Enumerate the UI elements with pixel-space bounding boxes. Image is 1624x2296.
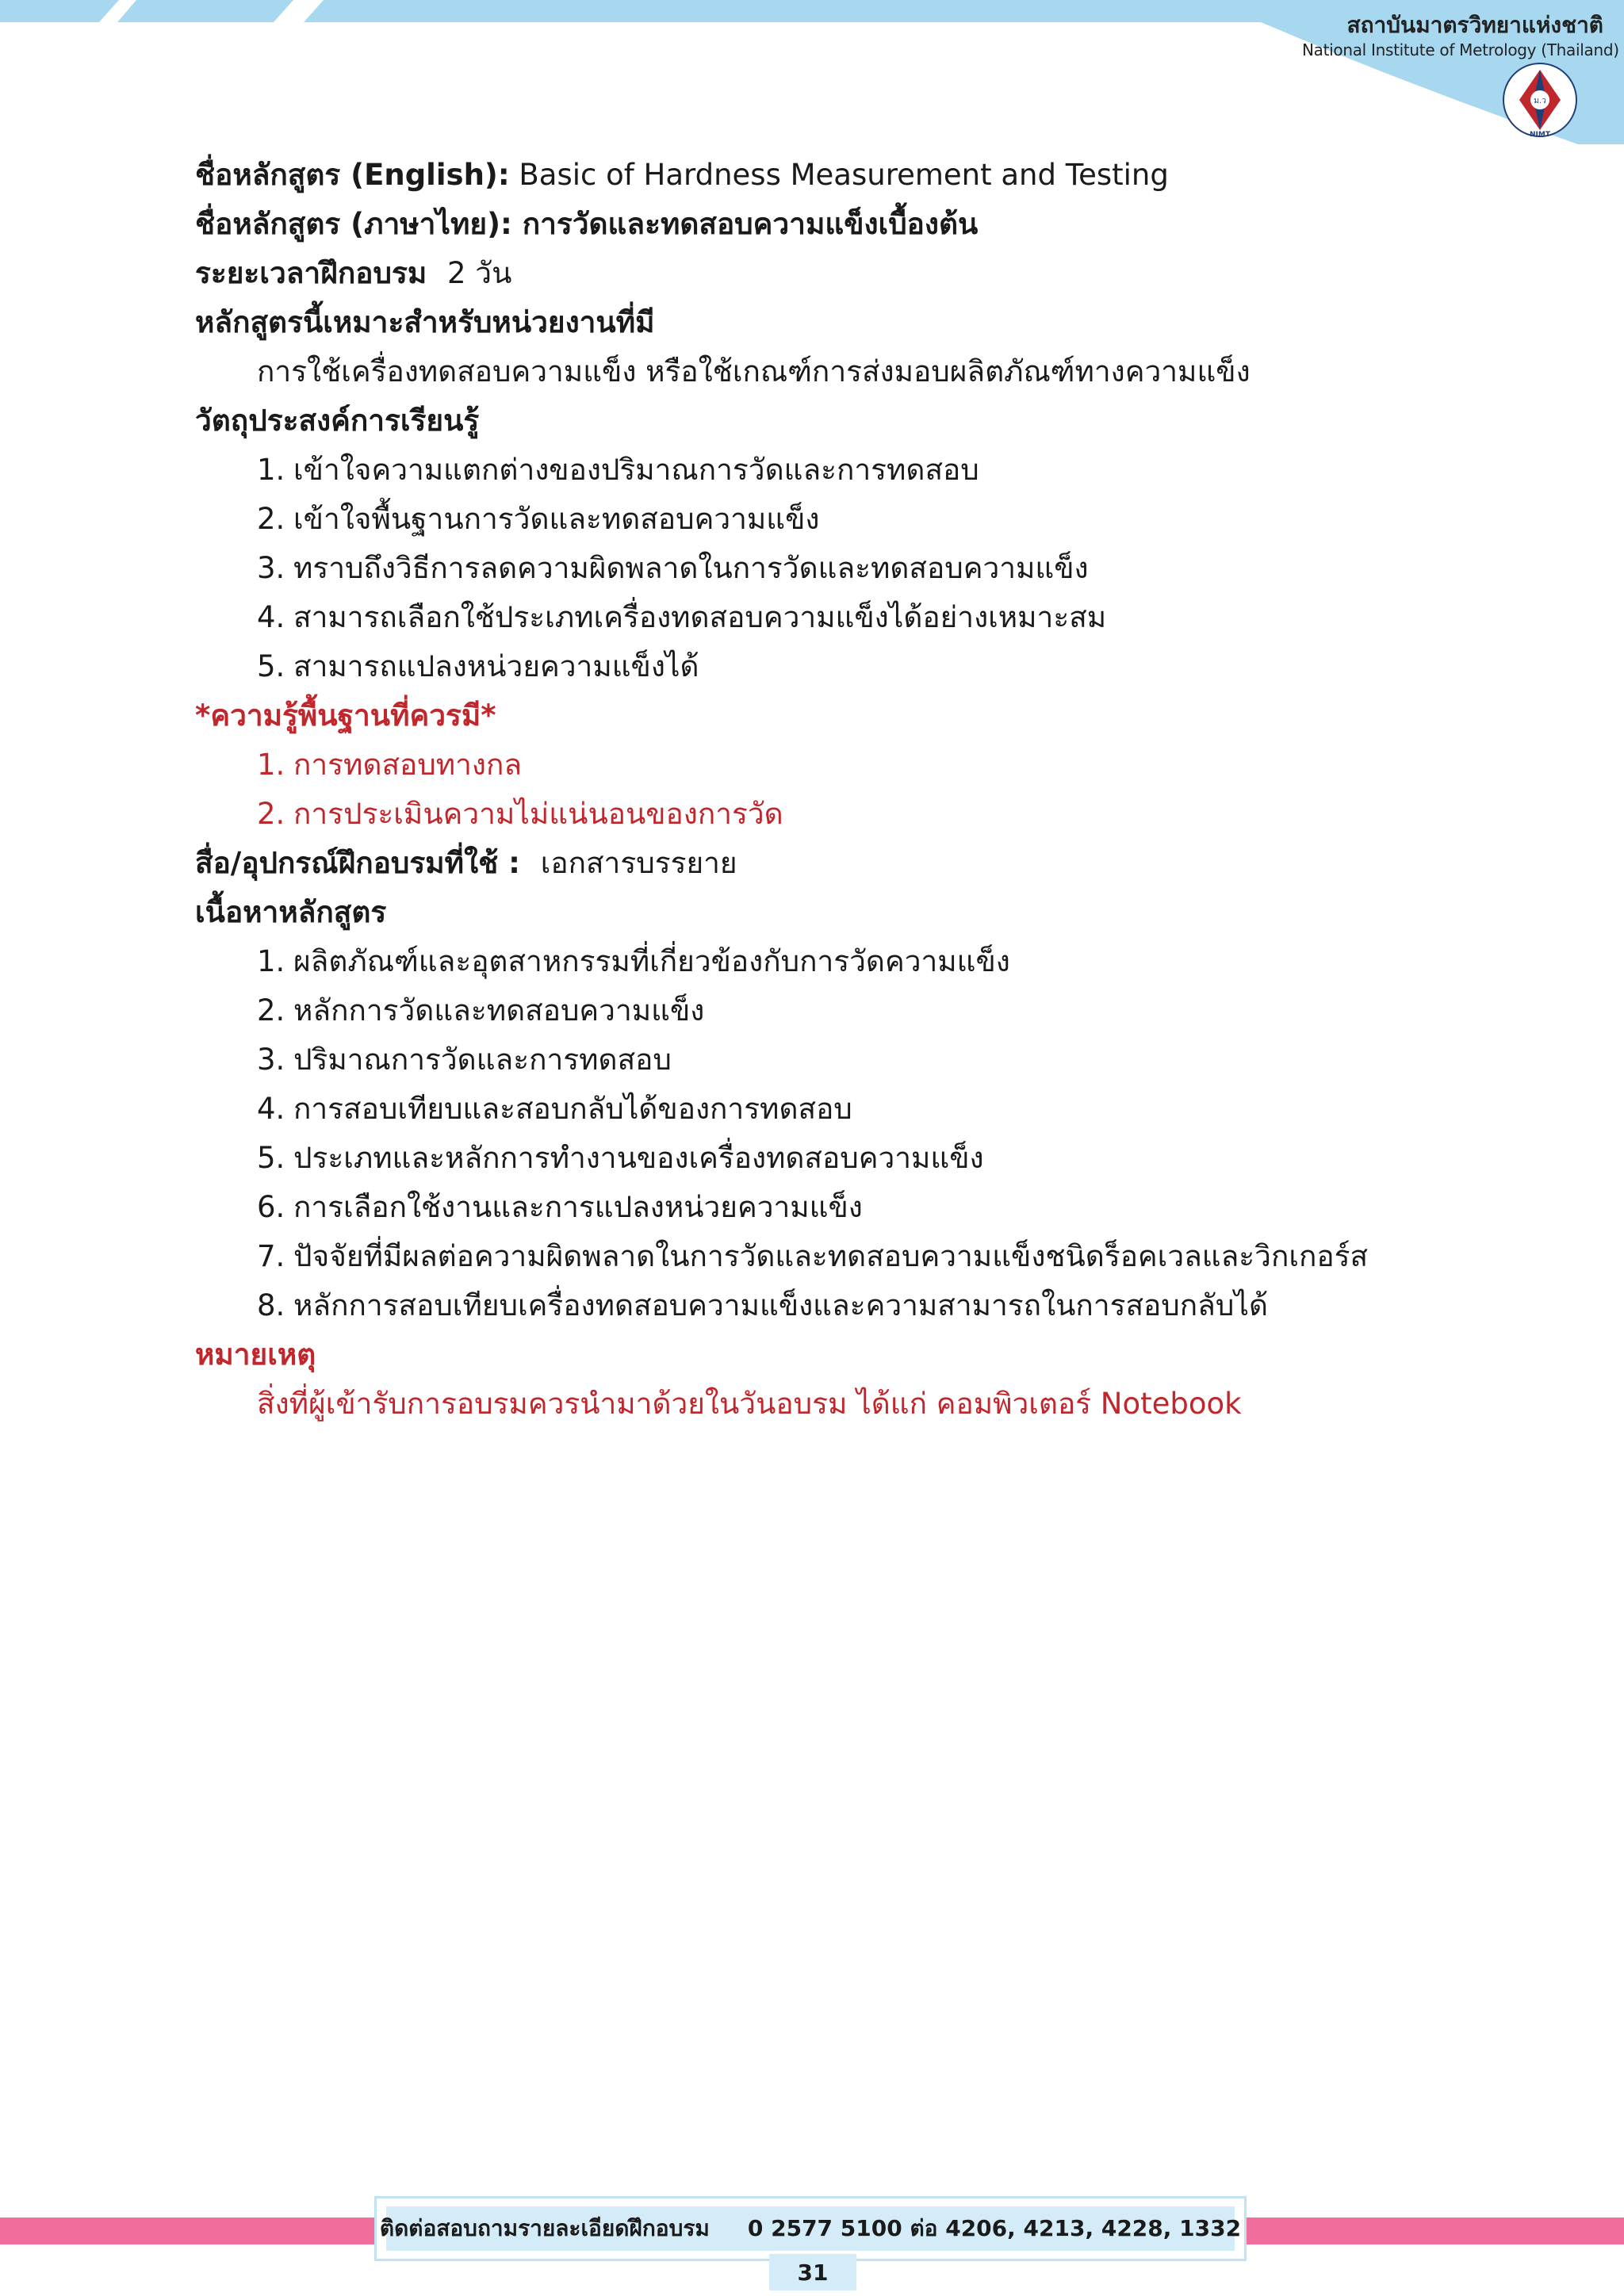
course-details (195, 151, 1432, 1429)
course-title-english: Basic of Hardness Measurement and Testing (519, 158, 1169, 192)
contact-label: ติดต่อสอบถามรายละเอียดฝึกอบรม (379, 2215, 710, 2241)
content-number: 1. (257, 944, 285, 978)
prerequisite-text: การทดสอบทางกล (293, 748, 523, 782)
content-text: ประเภทและหลักการทำงานของเครื่องทดสอบความแข็ง (293, 1141, 984, 1175)
suitable-for-text: การใช้เครื่องทดสอบความแข็ง หรือใช้เกณฑ์การส่งมอบผลิตภัณฑ์ทางความแข็ง (257, 354, 1251, 388)
content-item (195, 1183, 1432, 1232)
course-content-list (195, 937, 1432, 1330)
contact-box (374, 2196, 1247, 2261)
objective-number: 1. (257, 453, 285, 487)
objective-item (195, 544, 1432, 593)
suitable-for-heading: หลักสูตรนี้เหมาะสำหรับหน่วยงานที่มี (195, 305, 655, 339)
course-title-thai-row (195, 200, 1432, 249)
objective-item (195, 495, 1432, 544)
content-number: 8. (257, 1288, 285, 1322)
course-title-thai: การวัดและทดสอบความแข็งเบื้องต้น (522, 207, 979, 241)
content-number: 3. (257, 1043, 285, 1077)
content-text: ปริมาณการวัดและการทดสอบ (293, 1043, 672, 1077)
course-content-heading: เนื้อหาหลักสูตร (195, 895, 387, 929)
duration-row (195, 249, 1432, 298)
content-text: ผลิตภัณฑ์และอุตสาหกรรมที่เกี่ยวข้องกับการวัดความแข็ง (293, 944, 1010, 978)
objective-text: ทราบถึงวิธีการลดความผิดพลาดในการวัดและทดสอบความแข็ง (293, 551, 1089, 585)
objective-number: 3. (257, 551, 285, 585)
prerequisites-heading: *ความรู้พื้นฐานที่ควรมี* (195, 698, 496, 733)
objective-text: เข้าใจความแตกต่างของปริมาณการวัดและการทดสอบ (293, 453, 979, 487)
contact-inner (379, 2206, 1242, 2251)
objective-text: เข้าใจพื้นฐานการวัดและทดสอบความแข็ง (293, 502, 820, 536)
content-item (195, 1232, 1432, 1281)
content-item (195, 1281, 1432, 1330)
organization-name-english: National Institute of Metrology (Thailand) (1302, 40, 1619, 59)
duration-value: 2 วัน (447, 256, 512, 290)
content-number: 5. (257, 1141, 285, 1175)
emblem-nimt-text: NIMT (1530, 131, 1550, 138)
content-text: หลักการวัดและทดสอบความแข็ง (293, 993, 705, 1027)
prerequisite-item (195, 740, 1432, 790)
objective-item (195, 446, 1432, 495)
content-item (195, 1035, 1432, 1085)
materials-label: สื่อ/อุปกรณ์ฝึกอบรมที่ใช้ : (195, 846, 520, 880)
content-number: 6. (257, 1190, 285, 1224)
duration-label: ระยะเวลาฝึกอบรม (195, 256, 427, 290)
note-heading: หมายเหตุ (195, 1337, 316, 1372)
materials-row (195, 839, 1432, 888)
objective-number: 5. (257, 649, 285, 683)
materials-value: เอกสารบรรยาย (540, 846, 737, 880)
prerequisite-number: 2. (257, 797, 285, 831)
course-title-thai-label: ชื่อหลักสูตร (ภาษาไทย): (195, 207, 512, 241)
objectives-heading: วัตถุประสงค์การเรียนรู้ (195, 404, 480, 438)
content-item (195, 986, 1432, 1035)
content-item (195, 1085, 1432, 1134)
prerequisites-list (195, 740, 1432, 839)
content-number: 7. (257, 1239, 285, 1273)
header-stripe-2 (117, 0, 293, 22)
page-number: 31 (769, 2254, 856, 2290)
course-title-english-label: ชื่อหลักสูตร (English): (195, 158, 510, 192)
emblem-mark-text: ม.ว (1534, 97, 1546, 105)
content-number: 4. (257, 1092, 285, 1126)
content-number: 2. (257, 993, 285, 1027)
prerequisite-item (195, 790, 1432, 839)
objective-number: 4. (257, 600, 285, 634)
objective-number: 2. (257, 502, 285, 536)
content-text: การสอบเทียบและสอบกลับได้ของการทดสอบ (293, 1092, 852, 1126)
prerequisite-text: การประเมินความไม่แน่นอนของการวัด (293, 797, 783, 831)
objective-text: สามารถเลือกใช้ประเภทเครื่องทดสอบความแข็งได้อย่างเหมาะสม (293, 600, 1107, 634)
organization-logo-block (1302, 11, 1619, 60)
nimt-emblem-icon (1502, 62, 1578, 138)
content-text: การเลือกใช้งานและการแปลงหน่วยความแข็ง (293, 1190, 863, 1224)
objective-text: สามารถแปลงหน่วยความแข็งได้ (293, 649, 699, 683)
content-item (195, 1134, 1432, 1183)
content-text: หลักการสอบเทียบเครื่องทดสอบความแข็งและความสามารถในการสอบกลับได้ (293, 1288, 1268, 1322)
organization-name-thai: สถาบันมาตรวิทยาแห่งชาติ (1346, 12, 1603, 38)
contact-phone: 0 2577 5100 ต่อ 4206, 4213, 4228, 1332 (747, 2215, 1242, 2241)
objective-item (195, 642, 1432, 691)
header-stripe-1 (0, 0, 119, 22)
note-text: สิ่งที่ผู้เข้ารับการอบรมควรนำมาด้วยในวันอบรม ได้แก่ คอมพิวเตอร์ Notebook (257, 1387, 1242, 1421)
prerequisite-number: 1. (257, 748, 285, 782)
objectives-list (195, 446, 1432, 691)
course-title-english-row (195, 151, 1432, 200)
content-text: ปัจจัยที่มีผลต่อความผิดพลาดในการวัดและทดสอบความแข็งชนิดร็อคเวลและวิกเกอร์ส (293, 1239, 1369, 1273)
objective-item (195, 593, 1432, 642)
content-item (195, 937, 1432, 986)
